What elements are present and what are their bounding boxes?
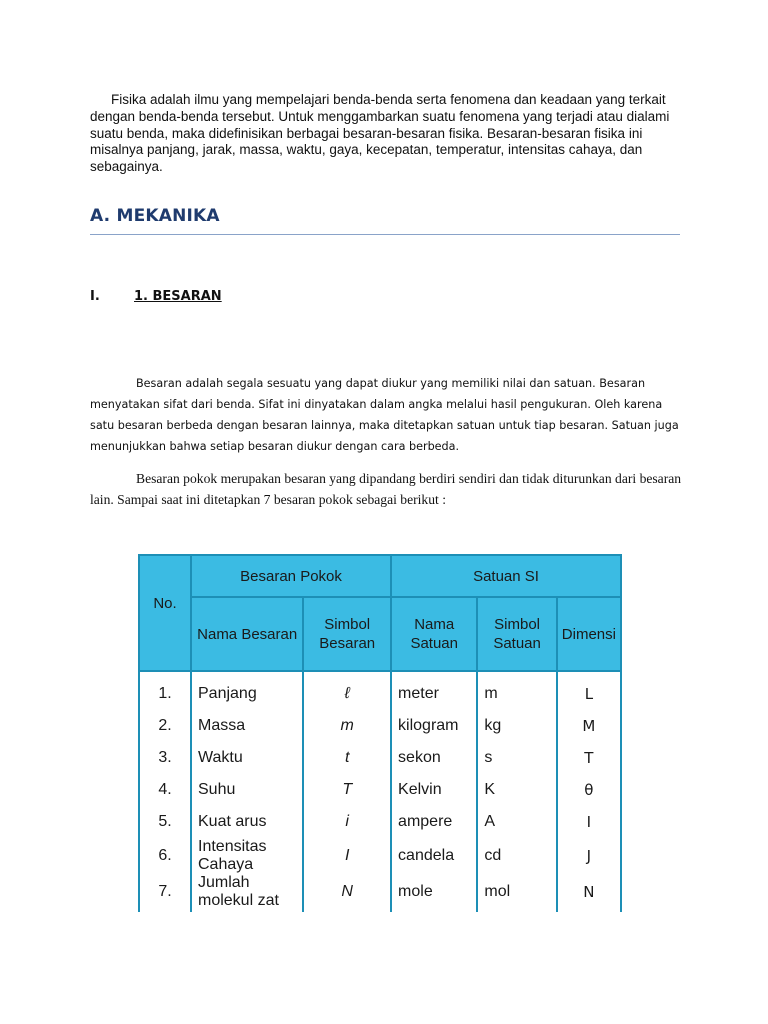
cell-nama-satuan: Kelvin xyxy=(391,774,477,806)
cell-nama-besaran: Suhu xyxy=(191,774,303,806)
cell-simbol-besaran: m xyxy=(303,710,391,742)
cell-nama-satuan: candela xyxy=(391,838,477,874)
cell-nama-satuan: ampere xyxy=(391,806,477,838)
cell-simbol-satuan: mol xyxy=(477,874,556,912)
besaran-pokok-table-image xyxy=(136,552,624,912)
subsection-heading xyxy=(90,289,222,304)
heading-divider xyxy=(90,234,680,235)
table-row xyxy=(139,874,621,912)
besaran-paragraph: Besaran adalah segala sesuatu yang dapat diukur yang memiliki nilai dan satuan. Besaran menyatakan sifat dari benda. Sifat ini dinyatakan dalam angka melalui hasil pengukuran. Oleh karena satu besaran berbeda dengan besaran lainnya, maka ditetapkan satuan untuk tiap besaran. Satuan juga menunjukkan bahwa setiap besaran diukur dengan cara berbeda. xyxy=(90,377,679,453)
cell-simbol-besaran: N xyxy=(303,874,391,912)
cell-simbol-satuan: K xyxy=(477,774,556,806)
cell-dimensi: I xyxy=(557,806,621,838)
cell-simbol-satuan: m xyxy=(477,671,556,710)
header-dimensi: Dimensi xyxy=(557,597,621,671)
besaran-pokok-paragraph: Besaran pokok merupakan besaran yang dipandang berdiri sendiri dan tidak diturunkan dari besaran lain. Sampai saat ini ditetapkan 7 besaran pokok sebagai berikut : xyxy=(90,471,682,507)
cell-nama-satuan: meter xyxy=(391,671,477,710)
cell-nama-besaran: Waktu xyxy=(191,742,303,774)
table-row xyxy=(139,742,621,774)
besaran-pokok-table xyxy=(138,554,622,912)
cell-dimensi: θ xyxy=(557,774,621,806)
cell-simbol-besaran: I xyxy=(303,838,391,874)
cell-no: 5. xyxy=(139,806,191,838)
intro-paragraph: Fisika adalah ilmu yang mempelajari benda-benda serta fenomena dan keadaan yang terkait dengan benda-benda tersebut. Untuk menggambarkan suatu fenomena yang terjadi atau dialami suatu benda, maka didefinisikan berbagai besaran-besaran fisika. Besaran-besaran fisika ini misalnya panjang, jarak, massa, waktu, gaya, kecepatan, temperatur, intensitas cahaya, dan sebagainya. xyxy=(90,92,670,175)
cell-simbol-besaran: ℓ xyxy=(303,671,391,710)
table-row xyxy=(139,710,621,742)
cell-nama-besaran: Kuat arus xyxy=(191,806,303,838)
cell-simbol-besaran: T xyxy=(303,774,391,806)
table-row xyxy=(139,806,621,838)
header-nama-besaran: Nama Besaran xyxy=(191,597,303,671)
cell-no: 1. xyxy=(139,671,191,710)
table-row xyxy=(139,838,621,874)
cell-dimensi: N xyxy=(557,874,621,912)
cell-dimensi: M xyxy=(557,710,621,742)
subsection-numeral: I. xyxy=(90,289,100,304)
cell-simbol-satuan: cd xyxy=(477,838,556,874)
cell-nama-satuan: mole xyxy=(391,874,477,912)
header-no: No. xyxy=(139,555,191,671)
header-satuan-si: Satuan SI xyxy=(391,555,621,597)
cell-no: 3. xyxy=(139,742,191,774)
cell-simbol-satuan: s xyxy=(477,742,556,774)
table-row xyxy=(139,774,621,806)
subsection-title: 1. BESARAN xyxy=(134,289,222,304)
cell-nama-satuan: sekon xyxy=(391,742,477,774)
section-heading: A. MEKANIKA xyxy=(90,206,220,226)
cell-simbol-besaran: t xyxy=(303,742,391,774)
table-row xyxy=(139,671,621,710)
header-simbol-satuan: Simbol Satuan xyxy=(477,597,556,671)
cell-simbol-satuan: kg xyxy=(477,710,556,742)
cell-no: 7. xyxy=(139,874,191,912)
header-besaran-pokok: Besaran Pokok xyxy=(191,555,391,597)
cell-nama-besaran: Panjang xyxy=(191,671,303,710)
cell-no: 4. xyxy=(139,774,191,806)
cell-simbol-satuan: A xyxy=(477,806,556,838)
cell-nama-besaran: Intensitas Cahaya xyxy=(191,838,303,874)
cell-dimensi: L xyxy=(557,671,621,710)
header-nama-satuan: Nama Satuan xyxy=(391,597,477,671)
cell-simbol-besaran: i xyxy=(303,806,391,838)
cell-no: 2. xyxy=(139,710,191,742)
cell-dimensi: J xyxy=(557,838,621,874)
cell-dimensi: T xyxy=(557,742,621,774)
cell-no: 6. xyxy=(139,838,191,874)
cell-nama-satuan: kilogram xyxy=(391,710,477,742)
cell-nama-besaran: Massa xyxy=(191,710,303,742)
header-simbol-besaran: Simbol Besaran xyxy=(303,597,391,671)
cell-nama-besaran: Jumlah molekul zat xyxy=(191,874,303,912)
